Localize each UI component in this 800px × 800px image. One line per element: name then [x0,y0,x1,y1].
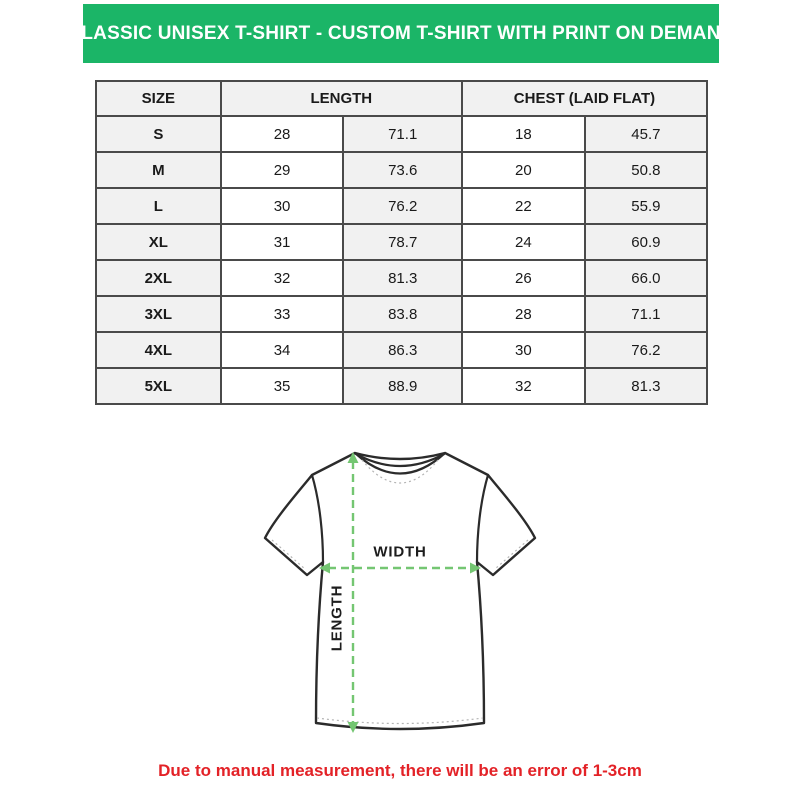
cell-length_in: 33 [221,296,344,332]
cell-length_cm: 86.3 [343,332,462,368]
cell-length_cm: 88.9 [343,368,462,404]
page-title: CLASSIC UNISEX T-SHIRT - CUSTOM T-SHIRT WITH PRINT ON DEMAND [67,22,735,44]
cell-length_in: 29 [221,152,344,188]
table-row [96,296,707,332]
cell-size: S [96,116,221,152]
cell-chest_cm: 66.0 [585,260,707,296]
cell-chest_cm: 60.9 [585,224,707,260]
cell-size: 4XL [96,332,221,368]
cell-chest_in: 18 [462,116,585,152]
cell-length_in: 31 [221,224,344,260]
size-table-body [96,116,707,404]
tshirt-outline [265,453,535,729]
cell-chest_in: 22 [462,188,585,224]
cell-size: 2XL [96,260,221,296]
cell-size: M [96,152,221,188]
cell-length_in: 28 [221,116,344,152]
table-row [96,224,707,260]
table-row [96,188,707,224]
cell-size: 5XL [96,368,221,404]
cell-chest_cm: 55.9 [585,188,707,224]
cell-chest_in: 24 [462,224,585,260]
column-header-chest: CHEST (LAID FLAT) [462,81,707,116]
cell-size: XL [96,224,221,260]
cell-chest_cm: 71.1 [585,296,707,332]
cell-chest_cm: 45.7 [585,116,707,152]
cell-length_in: 35 [221,368,344,404]
cell-chest_in: 26 [462,260,585,296]
cell-length_cm: 71.1 [343,116,462,152]
measurement-disclaimer: Due to manual measurement, there will be an error of 1-3cm [158,761,642,780]
cell-chest_in: 20 [462,152,585,188]
table-row [96,152,707,188]
tshirt-illustration [250,440,550,740]
length-dimension-label: LENGTH [328,584,346,652]
tshirt-measurement-diagram [250,440,550,740]
cell-chest_cm: 81.3 [585,368,707,404]
table-header-row [96,81,707,116]
cell-length_in: 30 [221,188,344,224]
cell-length_cm: 78.7 [343,224,462,260]
column-header-size: SIZE [96,81,221,116]
cell-length_cm: 76.2 [343,188,462,224]
cell-length_in: 34 [221,332,344,368]
cell-chest_in: 32 [462,368,585,404]
column-header-length: LENGTH [221,81,462,116]
cell-length_cm: 73.6 [343,152,462,188]
cell-length_in: 32 [221,260,344,296]
cell-length_cm: 81.3 [343,260,462,296]
title-banner [67,4,735,63]
size-table [95,80,708,405]
cell-size: 3XL [96,296,221,332]
cell-size: L [96,188,221,224]
width-dimension-label: WIDTH [373,543,427,561]
table-row [96,116,707,152]
cell-chest_cm: 76.2 [585,332,707,368]
cell-chest_in: 28 [462,296,585,332]
cell-length_cm: 83.8 [343,296,462,332]
table-row [96,260,707,296]
cell-chest_cm: 50.8 [585,152,707,188]
table-row [96,332,707,368]
cell-chest_in: 30 [462,332,585,368]
table-row [96,368,707,404]
